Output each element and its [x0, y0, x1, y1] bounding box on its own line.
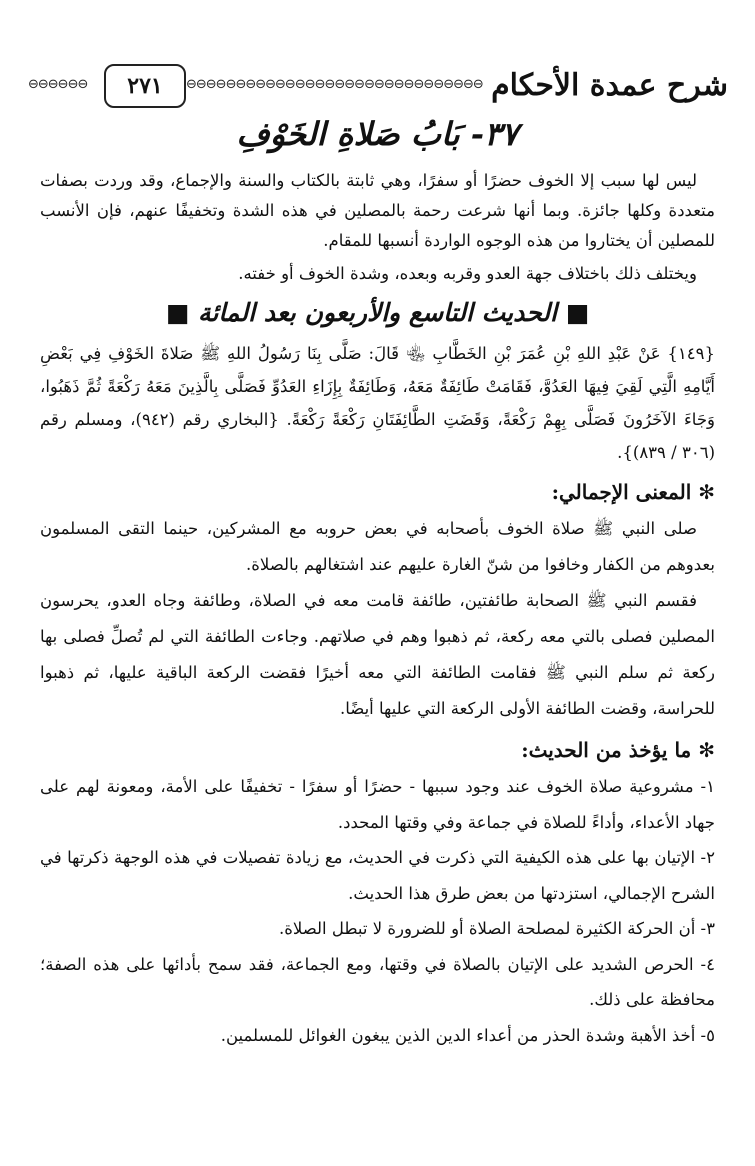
running-title: شرح عمدة الأحكام [491, 68, 728, 103]
lessons-heading-text: ما يؤخذ من الحديث: [521, 738, 692, 762]
general-meaning-heading-text: المعنى الإجمالي: [551, 480, 692, 504]
lessons-heading [40, 733, 715, 767]
general-meaning-paragraph-2: فقسم النبي ﷺ الصحابة طائفتين، طائفة قامت معه في الصلاة، وطائفة وجاه العدو، يحرسون المصلين فصلى بالتي معه ركعة، ثم ذهبوا وهم في صلاتهم. وجاءت الطائفة التي لم تُصلِّ فصلى بها ركعة ثم سلم النبي ﷺ فقامت الطائفة التي معه أخيرًا فقضت الركعة الباقية عليها، ثم ذهبوا للحراسة، وقضت الطائفة الأولى الركعة التي عليها أيضًا. [40, 591, 715, 718]
asterisk-icon: ✻ [698, 480, 715, 504]
page-number-frame [104, 64, 186, 108]
general-meaning-heading [40, 475, 715, 509]
header-ornament-left: ⊖⊖⊖⊖⊖⊖ [28, 77, 88, 92]
note-paragraph: ويختلف ذلك باختلاف جهة العدو وقربه وبعده، وشدة الخوف أو خفته. [238, 264, 697, 283]
page-number: ٢٧١ [127, 73, 163, 99]
lesson-item: ٣- أن الحركة الكثيرة لمصلحة الصلاة أو للضرورة لا تبطل الصلاة. [278, 919, 715, 938]
header-ornament-middle: ⊖⊖⊖⊖⊖⊖⊖⊖⊖⊖⊖⊖⊖⊖⊖⊖⊖⊖⊖⊖⊖⊖⊖⊖⊖⊖⊖⊖⊖⊖ [186, 77, 483, 92]
hadith-heading: ■ الحديث التاسع والأربعون بعد المائة ■ [165, 298, 590, 327]
lesson-item: ٤- الحرص الشديد على الإتيان بالصلاة في وقتها، ومع الجماعة، فقد سمح بأدائها على هذه الصفة؛ محافظة على ذلك. [40, 954, 715, 1009]
asterisk-icon: ✻ [698, 738, 715, 762]
lesson-item: ٥- أخذ الأهبة وشدة الحذر من أعداء الدين الذين يبغون الغوائل للمسلمين. [220, 1025, 715, 1045]
lesson-item: ١- مشروعية صلاة الخوف عند وجود سببها - حضرًا أو سفرًا - تخفيفًا على الأمة، ومعونة لهم على جهاد الأعداء، وأداءً للصلاة في جماعة وفي وقتها المحدد. [40, 777, 715, 832]
page-header [28, 62, 728, 114]
chapter-title: ٣٧- بَابُ صَلاةِ الخَوْفِ [236, 115, 519, 153]
page-content [40, 166, 715, 1053]
general-meaning-paragraph-1: صلى النبي ﷺ صلاة الخوف بأصحابه في بعض حروبه مع المشركين، حينما التقى المسلمون بعدوهم من الكفار وخافوا من شنّ الغارة عليهم عند اشتغالهم بالصلاة. [40, 519, 715, 574]
intro-paragraph: ليس لها سبب إلا الخوف حضرًا أو سفرًا، وهي ثابتة بالكتاب والسنة والإجماع، وقد وردت بصفات متعددة وكلها جائزة. وبما أنها شرعت رحمة بالمصلين في هذه الشدة وتخفيفًا عنهم، فإن الأنسب للمصلين أن يختاروا من هذه الوجوه الواردة أنسبها للمقام. [40, 171, 715, 250]
lesson-item: ٢- الإتيان بها على هذه الكيفية التي ذكرت في الحديث، مع زيادة تفصيلات في هذه الوجهة ذكرتها في الشرح الإجمالي، استزدتها من بعض طرق هذا الحديث. [40, 848, 715, 903]
hadith-text: {١٤٩} عَنْ عَبْدِ اللهِ بْنِ عُمَرَ بْنِ الخَطَّابِ ﵄ قَالَ: صَلَّى بِنَا رَسُولُ اللهِ ﷺ صَلاةَ الخَوْفِ فِي بَعْضِ أَيَّامِهِ الَّتِي لَقِيَ فِيهَا العَدُوَّ، فَقَامَتْ طَائِفَةٌ مَعَهُ، وَطَائِفَةٌ بِإِزَاءِ العَدُوِّ فَصَلَّى بِالَّذِينَ مَعَهُ رَكْعَةً ثُمَّ ذَهَبُوا، وَجَاءَ الآخَرُونَ فَصَلَّى بِهِمْ رَكْعَةً، وَقَضَتِ الطَّائِفَتَانِ رَكْعَةً رَكْعَةً. {البخاري رقم (٩٤٢)، ومسلم رقم (٣٠٦ / ٨٣٩)}. [40, 344, 716, 462]
